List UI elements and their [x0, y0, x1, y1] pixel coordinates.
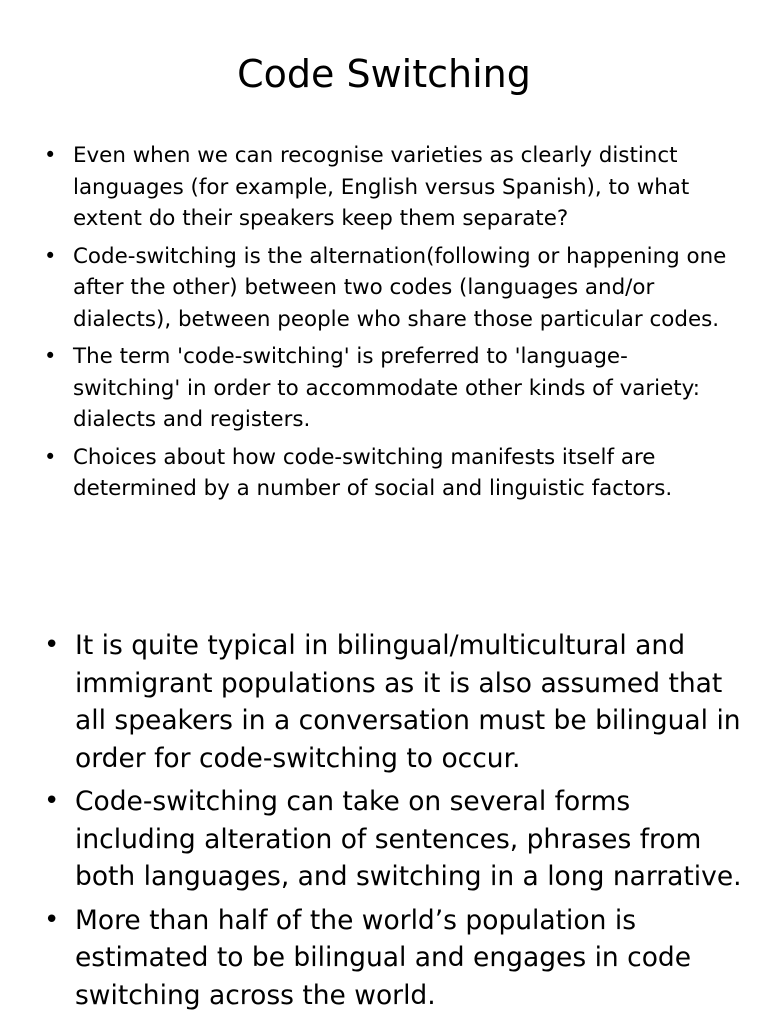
bullet-item [44, 140, 734, 235]
bullet-dot-icon: • [44, 344, 57, 368]
bullet-dot-icon: • [44, 143, 57, 167]
bottom-bullet-list [44, 627, 744, 1020]
bullet-dot-icon: • [44, 904, 60, 935]
bullet-text: More than half of the world’s population is estimated to be bilingual and engages in code switching across the world. [75, 904, 692, 1011]
bullet-item [44, 241, 734, 336]
bullet-text: Code-switching can take on several forms including alteration of sentences, phrases from both languages, and switching in a long narrative. [75, 786, 742, 892]
bullet-item [44, 902, 744, 1015]
bullet-text: It is quite typical in bilingual/multicultural and immigrant populations as it is also assumed that all speakers in a conversation must be bilingual in order for code-switching to occur. [75, 630, 741, 774]
bullet-text: The term 'code-switching' is preferred to 'language-switching' in order to accommodate other kinds of variety: dialects and registers. [73, 344, 700, 432]
bullet-item [44, 783, 744, 896]
bullet-dot-icon: • [44, 243, 57, 268]
bullet-text: Code-switching is the alternation(following or happening one after the other) between two codes (languages and/or dialects), between people who share those particular codes. [73, 243, 727, 332]
bullet-dot-icon: • [44, 630, 60, 660]
bullet-dot-icon: • [44, 444, 57, 469]
bullet-item [44, 341, 734, 436]
bullet-text: Even when we can recognise varieties as clearly distinct languages (for example, English versus Spanish), to what extent do their speakers keep them separate? [73, 143, 690, 231]
slide-title: Code Switching [237, 52, 531, 96]
top-bullet-list [44, 140, 734, 511]
bullet-item [44, 627, 744, 777]
bullet-dot-icon: • [44, 786, 60, 816]
bullet-item [44, 442, 734, 505]
bullet-text: Choices about how code-switching manifests itself are determined by a number of social and linguistic factors. [73, 444, 673, 501]
